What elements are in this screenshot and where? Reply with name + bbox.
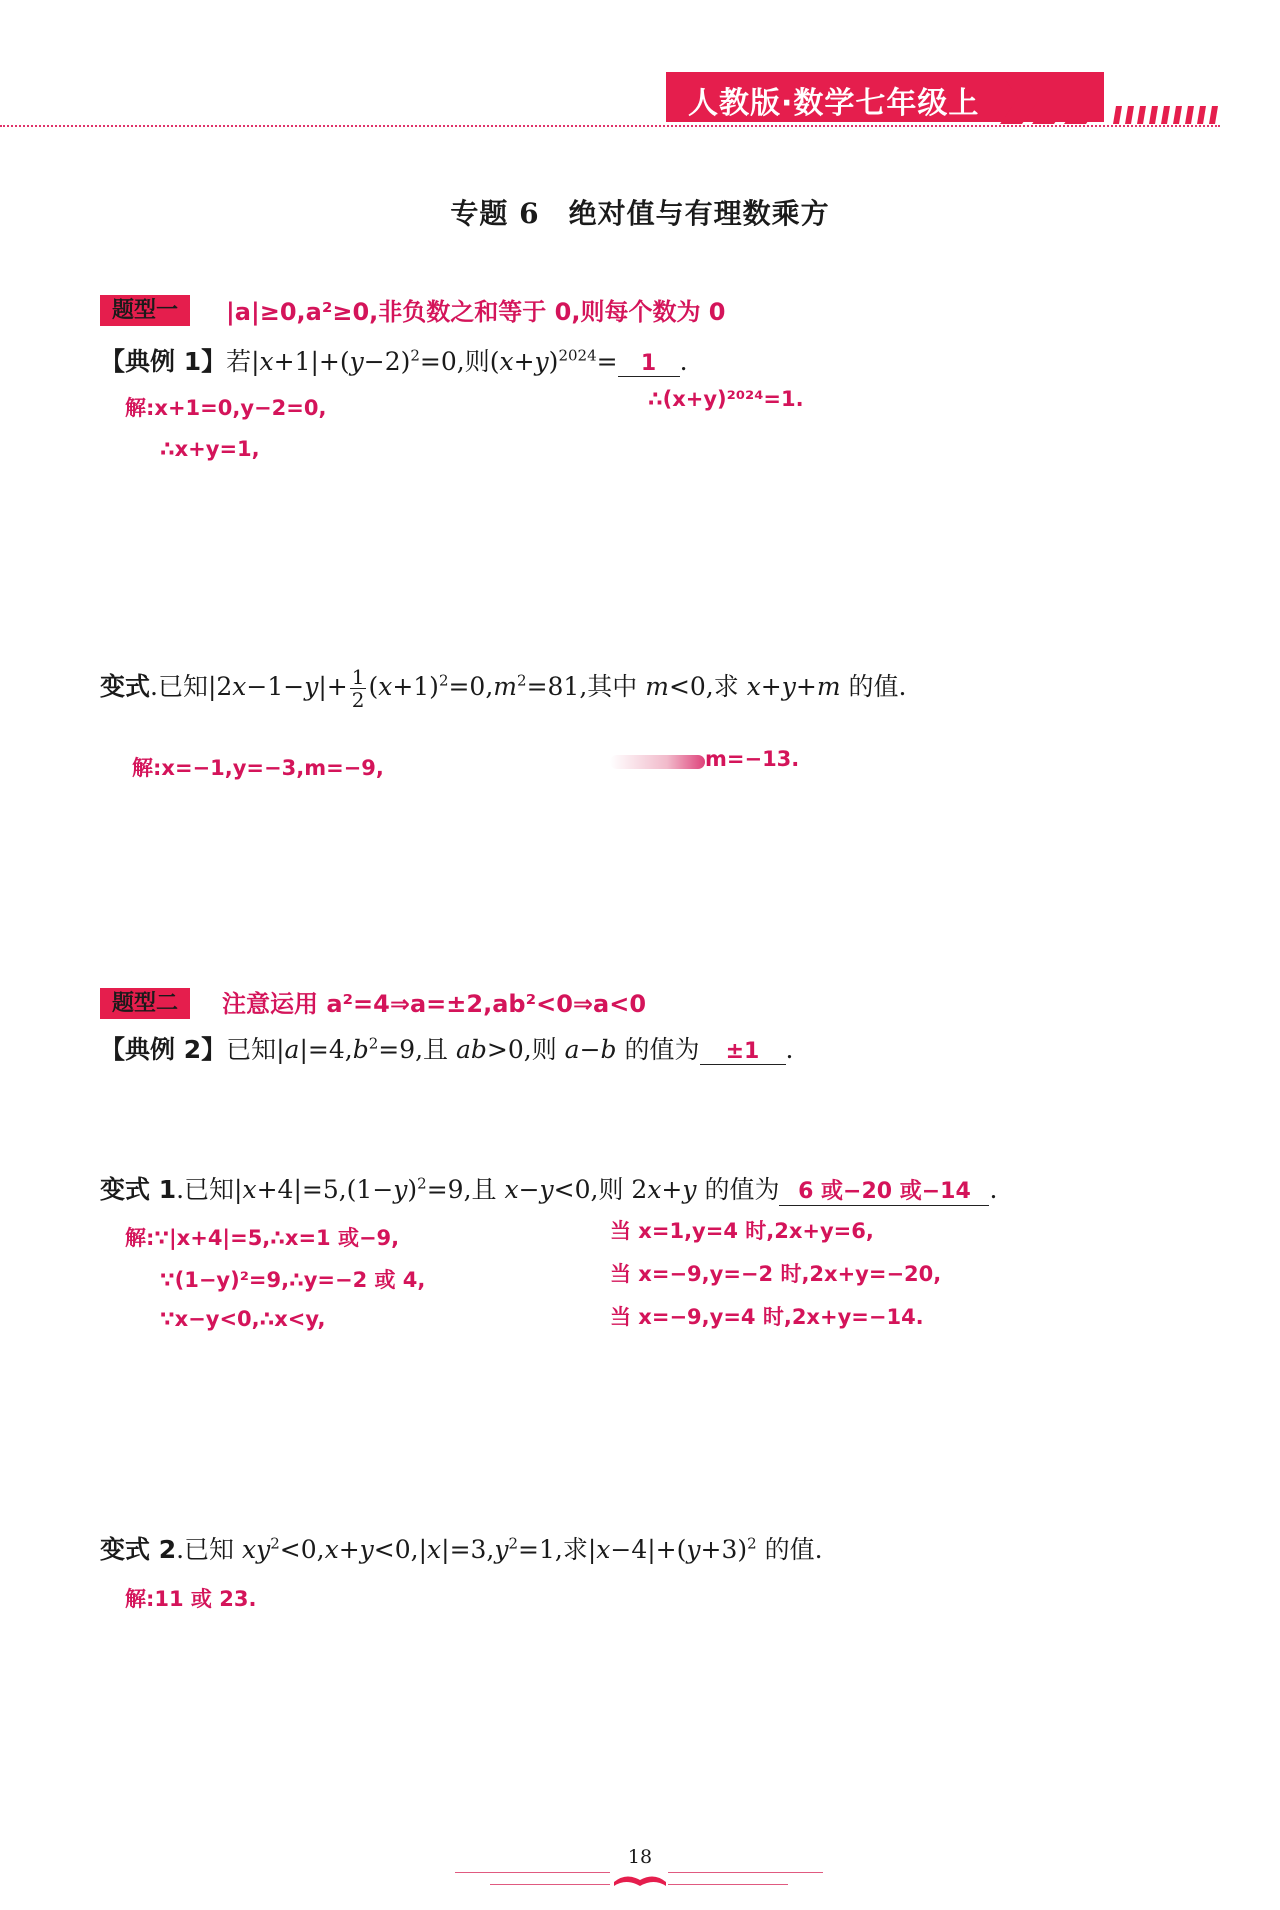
footer-rule-right-2 (668, 1884, 788, 1885)
section-tag: 题型二 (100, 988, 190, 1019)
fraction-one-half: $\frac{1}{2}$ (351, 665, 365, 712)
solution-line: 当 x=−9,y=−2 时,2x+y=−20, (610, 1262, 942, 1286)
page-number: 18 (627, 1846, 653, 1868)
variant-question: 变式.已知|2x−1−y|+ $\frac{1}{2}$ $(x+1)^2=0,m^2=81$,其中 m<0,求 x+y+m 的值. (100, 665, 907, 712)
example-2-question: 【典例 2】已知$|a|=4,b^2=9$,且 ab>0,则 a−b 的值为 ±1 . (100, 1034, 794, 1064)
variant-1-question: 变式 1.已知$|x+4|=5,(1-y)^2=9$,且 x−y<0,则 2x+y 的值为 6 或−20 或−14 . (100, 1174, 998, 1204)
footer-rule-left-2 (490, 1884, 610, 1885)
book-icon (612, 1866, 668, 1890)
section-tag: 题型一 (100, 295, 190, 326)
example-label: 【典例 2】 (100, 1035, 227, 1064)
answer-blank: 1 (618, 351, 680, 377)
answer-blank: ±1 (700, 1039, 786, 1065)
page-title: 专题 6 绝对值与有理数乘方 (450, 197, 830, 230)
footer-rule-right (668, 1872, 823, 1873)
ink-smear (610, 755, 705, 769)
solution-line: ∵(1−y)²=9,∴y=−2 或 4, (160, 1268, 426, 1292)
header-dotted-rule (0, 125, 1220, 127)
solution-line: 当 x=1,y=4 时,2x+y=6, (610, 1219, 874, 1243)
section-heading: 注意运用 a²=4⇒a=±2,ab²<0⇒a<0 (222, 990, 647, 1018)
solution-line: 当 x=−9,y=4 时,2x+y=−14. (610, 1305, 924, 1329)
solution-line: 解:x+1=0,y−2=0, (125, 396, 327, 420)
section-1-header (100, 293, 190, 324)
header-series-title: 人教版·数学七年级上 (688, 86, 980, 121)
chevron-arrows-icon (980, 72, 1120, 124)
solution-line: 解:x=−1,y=−3,m=−9, (132, 756, 384, 780)
example-1-question: 【典例 1】若$|x+1|+(y-2)^2=0$,则$(x+y)^{2024}= 1$ . (100, 346, 688, 376)
solution-line: ∴x+y=1, (160, 437, 260, 461)
variant-label: 变式 1 (100, 1175, 177, 1204)
solution-line: m=−13. (705, 747, 800, 771)
solution-line: 解:∵|x+4|=5,∴x=1 或−9, (125, 1226, 400, 1250)
example-label: 【典例 1】 (100, 347, 227, 376)
header-tick-marks (1112, 106, 1222, 124)
section-2-header (100, 986, 190, 1017)
section-heading: |a|≥0,a²≥0,非负数之和等于 0,则每个数为 0 (226, 298, 726, 326)
solution-line: ∵x−y<0,∴x<y, (160, 1307, 326, 1331)
solution-line: 解:11 或 23. (125, 1587, 257, 1611)
variant-2-question: 变式 2.已知 $xy^2<0,x+y<0,|x|=3,y^2=1$,求$|x-4|+(y+3)^2$ 的值. (100, 1534, 823, 1564)
variant-label: 变式 (100, 672, 151, 701)
solution-line: ∴(x+y)²⁰²⁴=1. (648, 387, 804, 411)
variant-label: 变式 2 (100, 1535, 177, 1564)
footer-rule-left (455, 1872, 610, 1873)
answer-blank: 6 或−20 或−14 (779, 1174, 989, 1206)
